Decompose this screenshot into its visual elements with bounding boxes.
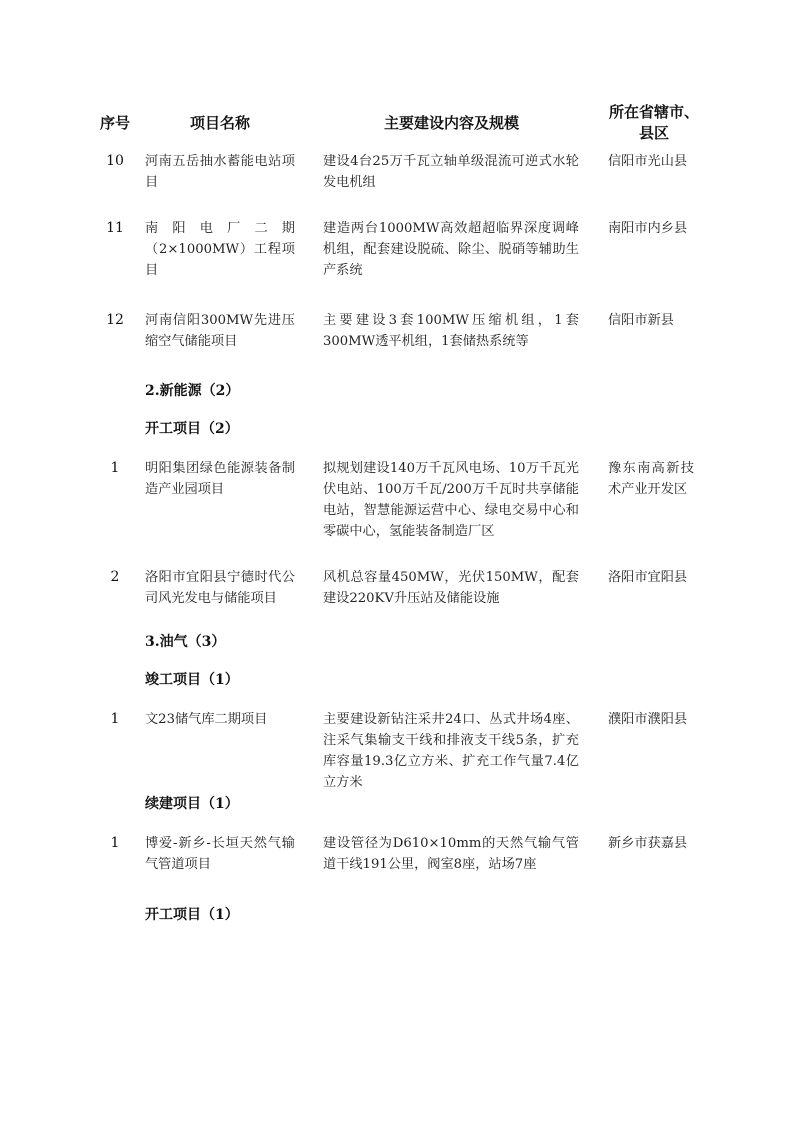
row-seq: 1 [110,711,120,727]
row-seq: 11 [106,220,124,236]
section-heading-oil-gas: 3.油气（3） [145,634,226,650]
header-seq: 序号 [100,114,131,132]
row-location: 新乡市获嘉县 [608,836,688,851]
subsection-continued-projects: 续建项目（1） [145,796,239,812]
section-heading-new-energy: 2.新能源（2） [145,383,240,399]
row-project-name: 博爱-新乡-长垣天然气输气管道项目 [145,836,295,872]
row-seq: 10 [106,153,124,169]
row-location: 南阳市内乡县 [608,221,688,236]
row-content: 建造两台1000MW高效超超临界深度调峰机组，配套建设脱硫、除尘、脱硝等辅助生产系统 [323,221,579,278]
row-seq: 12 [106,312,124,328]
row-content: 建设4台25万千瓦立轴单级混流可逆式水轮发电机组 [323,154,579,190]
header-location: 所在省辖市、县区 [608,103,699,142]
row-project-name: 河南五岳抽水蓄能电站项目 [145,154,295,190]
row-content: 主要建设3套100MW压缩机组，1套300MW透平机组，1套储热系统等 [323,313,579,349]
row-content: 风机总容量450MW，光伏150MW，配套建设220KV升压站及储能设施 [323,570,579,606]
row-project-name: 明阳集团绿色能源装备制造产业园项目 [145,461,295,497]
row-content: 主要建设新钻注采井24口、丛式井场4座、注采气集输支干线和排液支干线5条，扩充库容量19.3亿立方米、扩充工作气量7.4亿立方米 [323,712,579,790]
subsection-start-projects: 开工项目（1） [145,907,239,923]
subsection-start-projects: 开工项目（2） [145,421,239,437]
row-location: 信阳市光山县 [608,154,688,169]
header-content: 主要建设内容及规模 [384,114,520,132]
row-project-name: 河南信阳300MW先进压缩空气储能项目 [145,313,295,349]
row-project-name: 南阳电厂二期（2×1000MW）工程项目 [145,221,295,278]
row-project-name: 文23储气库二期项目 [145,712,268,727]
row-location: 洛阳市宜阳县 [608,570,688,585]
subsection-completed-projects: 竣工项目（1） [145,672,239,688]
row-seq: 1 [110,460,120,476]
header-name: 项目名称 [190,114,251,132]
row-location: 豫东南高新技术产业开发区 [608,461,694,497]
row-seq: 1 [110,835,120,851]
row-project-name: 洛阳市宜阳县宁德时代公司风光发电与储能项目 [145,570,295,606]
row-location: 濮阳市濮阳县 [608,712,688,727]
row-location: 信阳市新县 [608,313,674,328]
row-content: 拟规划建设140万千瓦风电场、10万千瓦光伏电站、100万千瓦/200万千瓦时共享储能电站，智慧能源运营中心、绿电交易中心和零碳中心，氢能装备制造厂区 [323,461,579,539]
row-seq: 2 [110,569,120,585]
row-content: 建设管径为D610×10mm的天然气输气管道干线191公里，阀室8座，站场7座 [323,836,579,872]
